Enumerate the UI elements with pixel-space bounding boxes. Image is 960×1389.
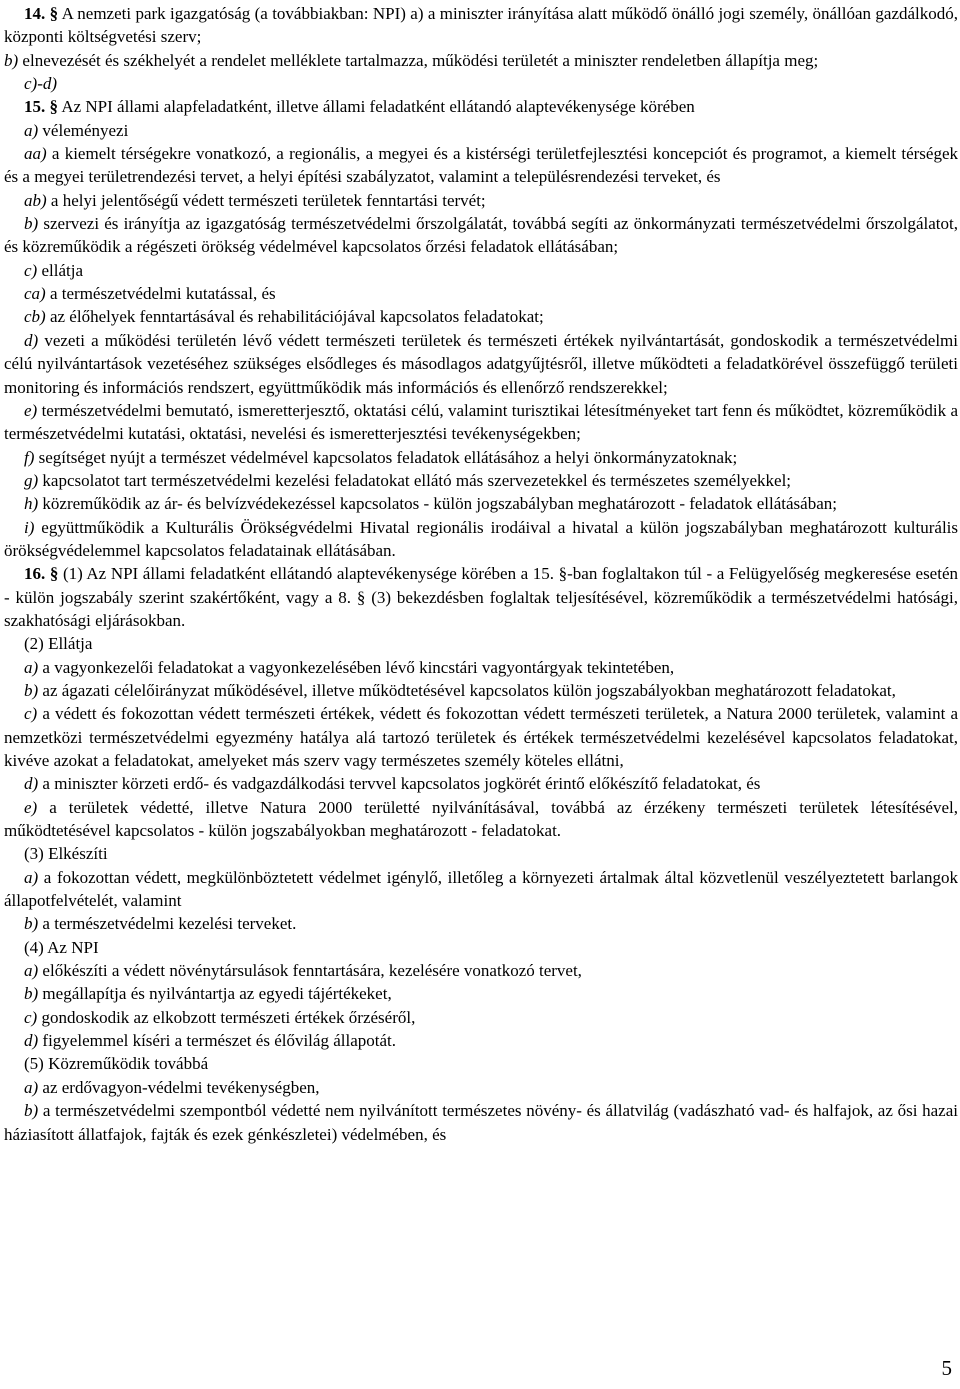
item-label: c) (24, 704, 38, 724)
paragraph-text: segítséget nyújt a természet védelmével kapcsolatos feladatok ellátásához a helyi önkormányzatoknak; (38, 447, 738, 467)
paragraph-text: együttműködik a Kulturális Örökségvédelmi Hivatal regionális irodáival a hivatal a külön jogszabályban meghatározott kulturális örökségvédelemmel kapcsolatos feladatainak ellátásában. (4, 517, 959, 560)
paragraph (4, 259, 958, 282)
paragraph (4, 959, 958, 982)
paragraph (4, 305, 958, 328)
paragraph-text: vezeti a működési területén lévő védett természeti területek és természeti értékek nyilvántartását, gondoskodik a természetvédelmi célú nyilvántartások vezetéséhez szükséges elsődleges és másodlagos adatgyűjtésről, illetve működteti a feladatkörével összefüggő területi monitoring és információs rendszert, együttműködik más információs és ellenőrző rendszerekkel; (4, 330, 959, 397)
page-number: 5 (941, 1356, 952, 1380)
item-label: e) (24, 400, 38, 420)
paragraph (4, 866, 958, 913)
item-label: d) (24, 774, 39, 794)
section-mark: § (49, 564, 59, 584)
paragraph (4, 95, 958, 118)
paragraph-text: a fokozottan védett, megkülönböztetett védelmet igénylő, illetőleg a környezeti ártalmak által közvetlenül veszélyeztetett barlangok állapotfelvételét, valamint (4, 867, 959, 911)
item-label: c)-d) (24, 74, 58, 94)
paragraph (4, 912, 958, 935)
paragraph (4, 72, 958, 95)
paragraph-text: megállapítja és nyilvántartja az egyedi tájértékeket, (42, 984, 392, 1004)
paragraph (4, 702, 958, 772)
item-label: a) (24, 1077, 39, 1097)
paragraph-text: a vagyonkezelői feladatokat a vagyonkezelésében lévő kincstári vagyontárgyak tekintetében, (42, 657, 675, 677)
paragraph-text: elnevezését és székhelyét a rendelet melléklete tartalmazza, működési területét a miniszter rendeletben állapítja meg; (22, 50, 819, 70)
section-mark: § (49, 4, 59, 23)
item-label: cb) (24, 307, 46, 327)
item-label: ab) (24, 190, 47, 210)
item-label: a) (24, 961, 39, 981)
item-label: ca) (24, 284, 46, 304)
paragraph (4, 796, 958, 843)
paragraph-text: szervezi és irányítja az igazgatóság természetvédelmi őrszolgálatát, továbbá segíti az önkormányzati természetvédelmi őrszolgálatot, és közreműködik a régészeti örökség védelmével kapcsolatos őrzési feladatok ellátásában; (4, 214, 958, 257)
item-label: b) (24, 680, 39, 700)
paragraph-text: Az NPI állami alapfeladatként, illetve állami feladatként ellátandó alaptevékenysége körében (61, 97, 695, 117)
item-label: h) (24, 494, 39, 514)
paragraph-text: a védett és fokozottan védett természeti értékek, védett és fokozottan védett természeti területek, a Natura 2000 területek, valamint a nemzetközi természetvédelmi egyezmény hatálya alá tartozó területek és értékek természetvédelmi kezelésével kapcsolatos feladatokat, kivéve azokat a feladatokat, amelyeket más szerv vagy természetes személy köteles ellátni, (4, 704, 959, 770)
paragraph-text: előkészíti a védett növénytársulások fenntartására, kezelésére vonatkozó tervet, (42, 961, 582, 981)
paragraph-text: a természetvédelmi szempontból védetté nem nyilvánított természetes növény- és állatvilág (vadászható vad- és halfajok, az ősi hazai háziasított állatfajok, fajták és ezek génkészletei) védelmében, és (4, 1101, 958, 1144)
paragraph (4, 492, 958, 515)
paragraph (4, 49, 958, 72)
item-label: aa) (24, 144, 47, 164)
paragraph (4, 142, 958, 189)
paragraph-text: kapcsolatot tart természetvédelmi kezelési feladatokat ellátó más szervezetekkel és természetes személyekkel; (42, 470, 792, 490)
paragraph-text: a kiemelt térségekre vonatkozó, a regionális, a megyei és a kistérségi területfejlesztési koncepciót és programot, a kiemelt térségek és a megyei területrendezési tervet, a helyi építési szabályzatot, valamint a településrendezési terveket, és (4, 144, 959, 187)
section-mark: § (49, 97, 58, 117)
paragraph-text: véleményezi (42, 120, 129, 140)
paragraph-text: a helyi jelentőségű védett természeti területek fenntartási tervét; (50, 190, 486, 210)
paragraph (4, 516, 958, 563)
item-label: f) (24, 447, 35, 467)
item-label: b) (24, 1101, 39, 1121)
item-label: a) (24, 120, 39, 140)
paragraph-text: (2) Ellátja (24, 634, 93, 654)
paragraph-text: (1) Az NPI állami feladatként ellátandó alaptevékenysége körében a 15. §-ban foglaltakon túl - a Felügyelőség megkeresése esetén - külön jogszabály szerint szakértőként, vagy a 8. § (3) bekezdésben foglaltak teljesítésével, közreműködik a természetvédelmi hatósági, szakhatósági eljárásokban. (4, 564, 958, 630)
paragraph (4, 1029, 958, 1052)
item-label: i) (24, 517, 35, 537)
paragraph-text: gondoskodik az elkobzott természeti értékek őrzéséről, (41, 1007, 416, 1027)
item-label: a) (24, 657, 39, 677)
paragraph (4, 1099, 958, 1146)
paragraph (4, 679, 958, 702)
paragraph-text: természetvédelmi bemutató, ismeretterjesztő, oktatási célú, valamint turisztikai létesítményeket tart fenn és működtet, közreműködik a természetvédelmi kutatási, oktatási, nevelési és ismeretterjesztési tevékenységekben; (4, 400, 959, 444)
paragraph (4, 772, 958, 795)
paragraph-text: figyelemmel kíséri a természet és élővilág állapotát. (42, 1031, 396, 1051)
paragraph (4, 212, 958, 259)
section-number: 16. (24, 564, 46, 584)
paragraph-text: az élőhelyek fenntartásával és rehabilitációjával kapcsolatos feladatokat; (49, 307, 544, 327)
paragraph (4, 842, 958, 865)
paragraph (4, 446, 958, 469)
paragraph-text: a természetvédelmi kezelési terveket. (42, 914, 297, 934)
paragraph (4, 329, 958, 399)
item-label: a) (24, 867, 39, 887)
paragraph-text: (5) Közreműködik továbbá (24, 1054, 209, 1074)
paragraph (4, 632, 958, 655)
paragraph-text: közreműködik az ár- és belvízvédekezéssel kapcsolatos - külön jogszabályban meghatározott - feladatok ellátásában; (42, 494, 837, 514)
paragraph-text: az erdővagyon-védelmi tevékenységben, (42, 1077, 320, 1097)
item-label: b) (24, 914, 39, 934)
paragraph-text: A nemzeti park igazgatóság (a továbbiakban: NPI) a) a miniszter irányítása alatt működő önálló jogi személy, önállóan gazdálkodó, központi költségvetési szerv; (4, 4, 959, 47)
paragraph-text: a miniszter körzeti erdő- és vadgazdálkodási tervvel kapcsolatos jogkörét érintő előkészítő feladatokat, és (42, 774, 761, 794)
item-label: d) (24, 330, 39, 350)
paragraph-text: a természetvédelmi kutatással, és (49, 284, 276, 304)
section-number: 14. (24, 4, 46, 23)
paragraph (4, 2, 958, 49)
paragraph-text: (3) Elkészíti (24, 844, 108, 864)
item-label: c) (24, 260, 38, 280)
paragraph (4, 1052, 958, 1075)
section-number: 15. (24, 97, 46, 117)
paragraph (4, 1006, 958, 1029)
paragraph-text: az ágazati célelőirányzat működésével, illetve működtetésével kapcsolatos külön jogszabályokban meghatározott feladatokat, (42, 680, 896, 700)
item-label: d) (24, 1031, 39, 1051)
paragraph (4, 469, 958, 492)
paragraph-text: (4) Az NPI (24, 937, 99, 957)
paragraph (4, 1076, 958, 1099)
paragraph (4, 562, 958, 632)
paragraph (4, 119, 958, 142)
paragraph (4, 982, 958, 1005)
item-label: b) (24, 984, 39, 1004)
item-label: g) (24, 470, 39, 490)
paragraph (4, 656, 958, 679)
item-label: b) (24, 214, 39, 234)
paragraph-text: a területek védetté, illetve Natura 2000 területté nyilvánításával, továbbá az érzékeny természeti területek létesítésével, működtetésével kapcsolatos - külön jogszabályokban meghatározott - feladatokat. (4, 797, 958, 841)
paragraph-text: ellátja (41, 260, 83, 280)
item-label: e) (24, 797, 38, 817)
document-body (4, 2, 958, 1146)
paragraph (4, 399, 958, 446)
paragraph (4, 282, 958, 305)
item-label: b) (4, 50, 19, 70)
item-label: c) (24, 1007, 38, 1027)
paragraph (4, 936, 958, 959)
paragraph (4, 189, 958, 212)
